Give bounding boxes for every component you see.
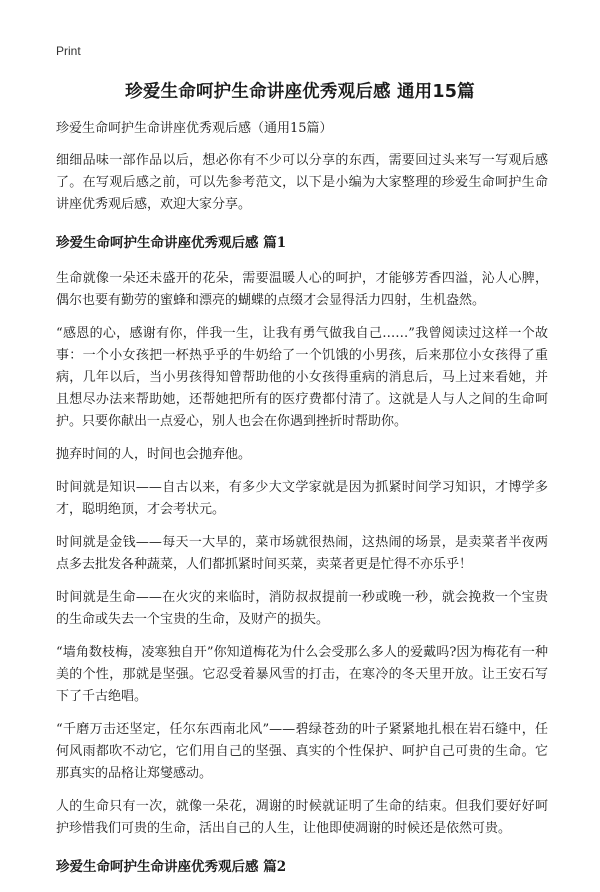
document-title: 珍爱生命呵护生命讲座优秀观后感 通用15篇 <box>125 82 475 102</box>
paragraph: “墙角数枝梅，凌寒独自开”你知道梅花为什么会受那么多人的爱戴吗?因为梅花有一种美的个性，那就是坚强。它忍受着暴风雪的打击，在寒冷的冬天里开放。让王安石写下了千古绝唱。 <box>56 645 548 704</box>
section-heading-1: 珍爱生命呵护生命讲座优秀观后感 篇1 <box>56 235 287 251</box>
paragraph: 抛弃时间的人，时间也会抛弃他。 <box>56 447 252 462</box>
print-link[interactable]: Print <box>56 44 81 58</box>
paragraph: 人的生命只有一次，就像一朵花，凋谢的时候就证明了生命的结束。但我们要好好呵护珍惜我们可贵的生命，活出自己的人生，让他即使凋谢的时候还是依然可贵。 <box>56 799 548 836</box>
document-body <box>56 118 548 892</box>
section-heading-2: 珍爱生命呵护生命讲座优秀观后感 篇2 <box>56 859 287 875</box>
paragraph: 时间就是知识——自古以来，有多少大文学家就是因为抓紧时间学习知识，才博学多才，聪明绝顶，才会考状元。 <box>56 480 548 517</box>
paragraph: “感恩的心，感谢有你，伴我一生，让我有勇气做我自己……”我曾阅读过这样一个故事：一个小女孩把一杯热乎乎的牛奶给了一个饥饿的小男孩，后来那位小女孩得了重病，几年以后，当小男孩得知曾帮助他的小女孩得重病的消息后，马上过来看她，并且想尽办法来帮助她，还帮她把所有的医疗费都付清了。这就是人与人之间的生命呵护。只要你献出一点爱心，别人也会在你遇到挫折时帮助你。 <box>56 326 548 429</box>
document-subtitle: 珍爱生命呵护生命讲座优秀观后感（通用15篇） <box>56 121 333 136</box>
paragraph: “千磨万击还坚定，任尔东西南北风”——碧绿苍劲的叶子紧紧地扎根在岩石缝中，任何风雨都吹不动它，它们用自己的坚强、真实的个性保护、呵护自己可贵的生命。它那真实的品格让郑燮感动。 <box>56 722 548 781</box>
intro-paragraph: 细细品味一部作品以后，想必你有不少可以分享的东西，需要回过头来写一写观后感了。在写观后感之前，可以先参考范文，以下是小编为大家整理的珍爱生命呵护生命讲座优秀观后感，欢迎大家分享。 <box>56 153 548 212</box>
paragraph: 生命就像一朵还未盛开的花朵，需要温暖人心的呵护，才能够芳香四溢，沁人心脾，偶尔也要有勤劳的蜜蜂和漂亮的蝴蝶的点缀才会显得活力四射，生机盎然。 <box>56 271 548 308</box>
paragraph: 时间就是金钱——每天一大早的，菜市场就很热闹，这热闹的场景，是卖菜者半夜两点多去批发各种蔬菜，人们都抓紧时间买菜，卖菜者更是忙得不亦乐乎！ <box>56 535 548 572</box>
paragraph: 时间就是生命——在火灾的来临时，消防叔叔提前一秒或晚一秒，就会挽救一个宝贵的生命或失去一个宝贵的生命，及财产的损失。 <box>56 590 548 627</box>
